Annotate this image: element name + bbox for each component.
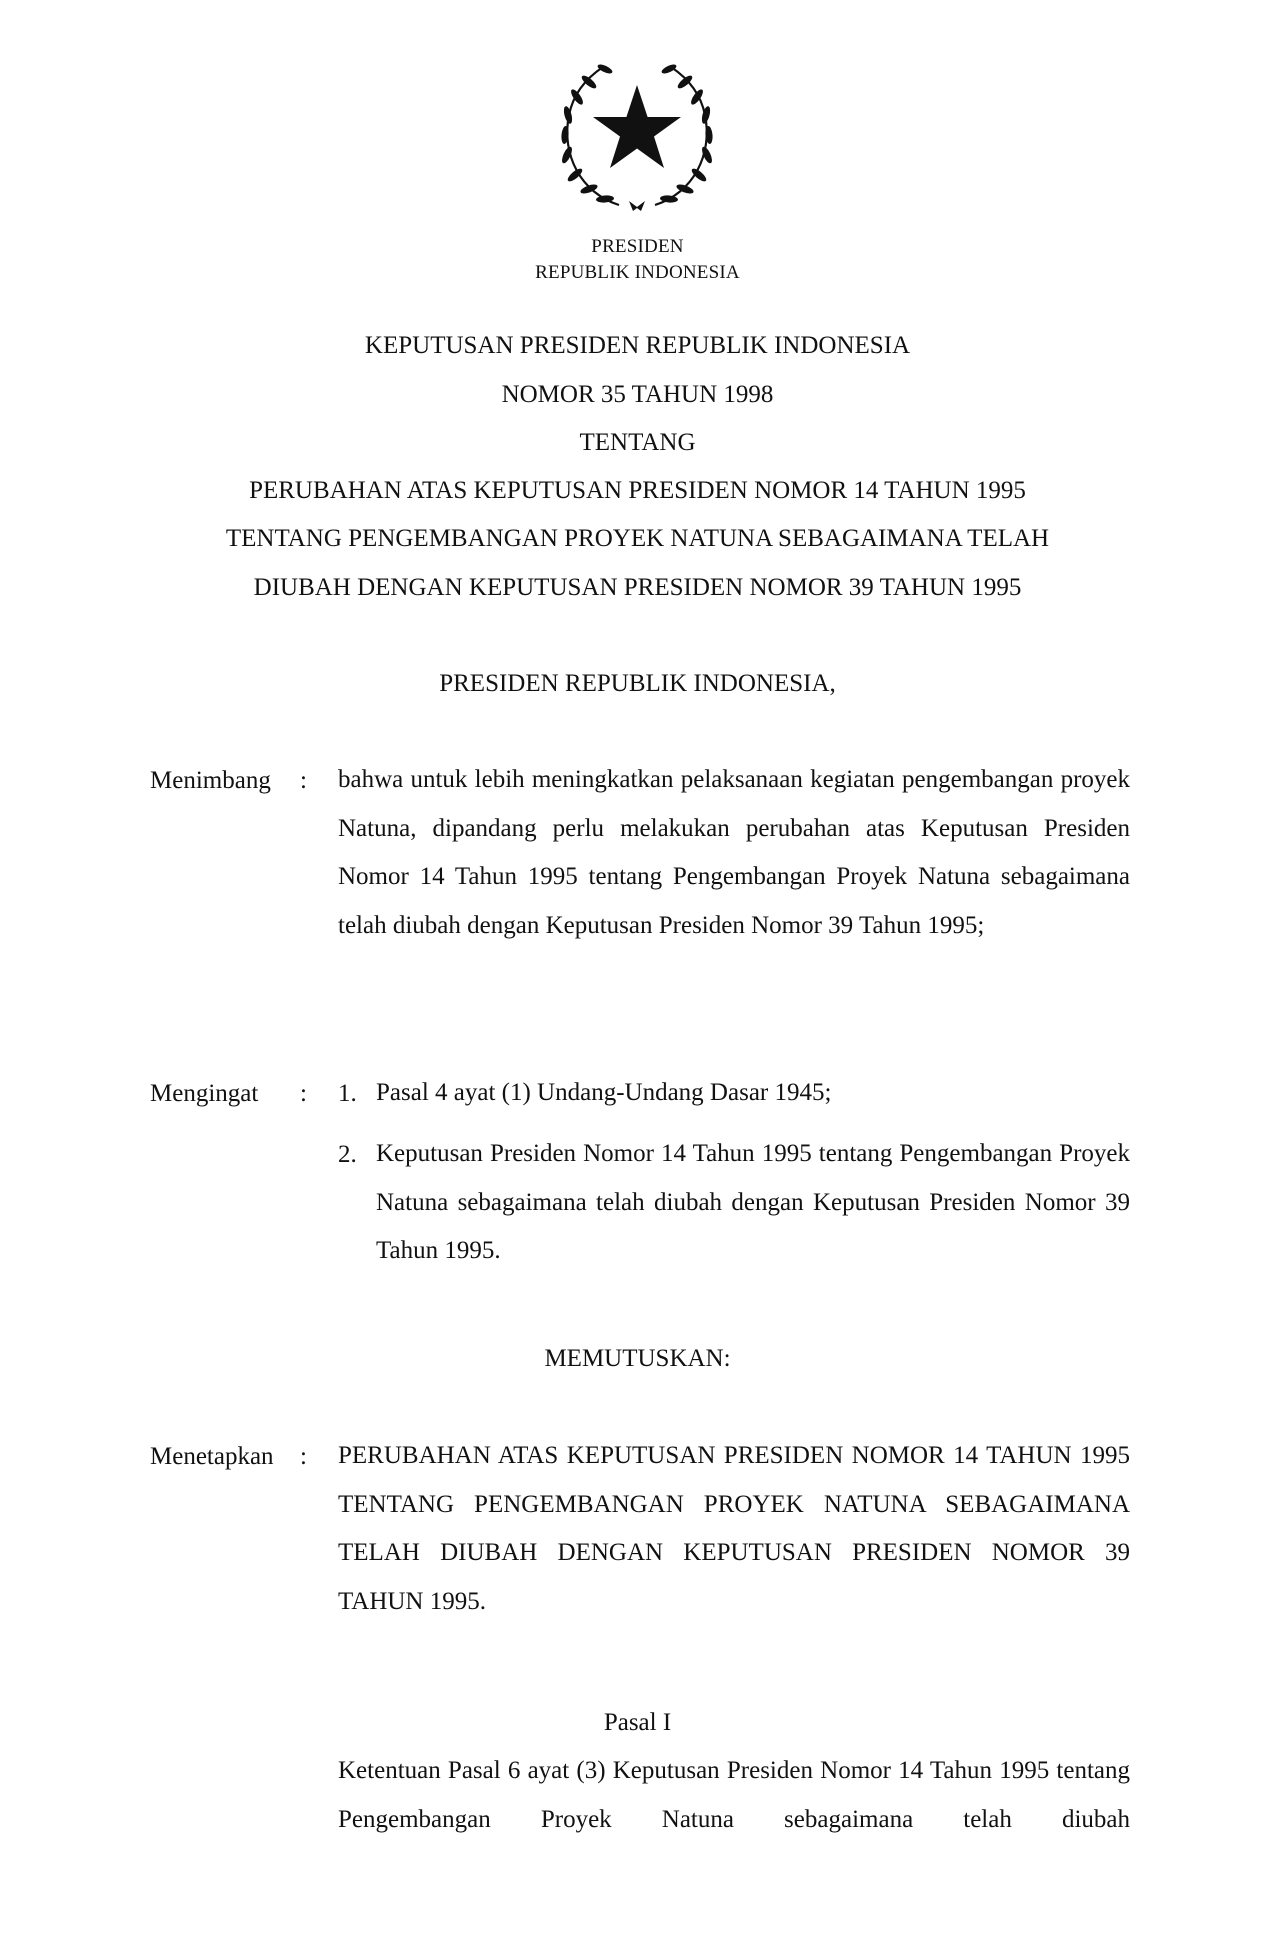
- title-line-6: DIUBAH DENGAN KEPUTUSAN PRESIDEN NOMOR 39 TAHUN 1995: [253, 574, 1022, 601]
- menetapkan-text: PERUBAHAN ATAS KEPUTUSAN PRESIDEN NOMOR 14 TAHUN 1995 TENTANG PENGEMBANGAN PROYEK NATUNA SEBAGAIMANA TELAH DIUBAH DENGAN KEPUTUSAN PRESIDEN NOMOR 39 TAHUN 1995.: [338, 1442, 1130, 1615]
- title-line-2: NOMOR 35 TAHUN 1998: [501, 381, 774, 408]
- mengingat-item-text: Pasal 4 ayat (1) Undang-Undang Dasar 1945;: [376, 1079, 832, 1106]
- pasal-text: Ketentuan Pasal 6 ayat (3) Keputusan Presiden Nomor 14 Tahun 1995 tentang Pengembangan Proyek Natuna sebagaimana telah diubah: [338, 1757, 1130, 1833]
- menetapkan-label: Menetapkan: [150, 1443, 274, 1470]
- mengingat-item-number: 1.: [338, 1080, 357, 1107]
- letterhead-line-1: PRESIDEN: [591, 236, 684, 257]
- garuda-star-emblem-icon: [553, 55, 721, 220]
- menimbang-label: Menimbang: [150, 767, 271, 794]
- menimbang-colon: :: [300, 767, 307, 794]
- pasal-heading: Pasal I: [603, 1709, 672, 1736]
- mengingat-item-text: Keputusan Presiden Nomor 14 Tahun 1995 tentang Pengembangan Proyek Natuna sebagaimana telah diubah dengan Keputusan Presiden Nomor 39 Tahun 1995.: [376, 1140, 1130, 1264]
- title-line-4: PERUBAHAN ATAS KEPUTUSAN PRESIDEN NOMOR 14 TAHUN 1995: [249, 477, 1026, 504]
- memutuskan-heading: MEMUTUSKAN:: [544, 1345, 731, 1372]
- title-line-3: TENTANG: [579, 429, 696, 456]
- mengingat-colon: :: [300, 1080, 307, 1107]
- mengingat-label: Mengingat: [150, 1080, 259, 1107]
- menimbang-text: bahwa untuk lebih meningkatkan pelaksanaan kegiatan pengembangan proyek Natuna, dipandang perlu melakukan perubahan atas Keputusan Presiden Nomor 14 Tahun 1995 tentang Pengembangan Proyek Natuna sebagaimana telah diubah dengan Keputusan Presiden Nomor 39 Tahun 1995;: [338, 766, 1130, 939]
- menetapkan-colon: :: [300, 1443, 307, 1470]
- title-line-1: KEPUTUSAN PRESIDEN REPUBLIK INDONESIA: [364, 332, 911, 359]
- letterhead-line-2: REPUBLIK INDONESIA: [535, 262, 740, 283]
- president-heading: PRESIDEN REPUBLIK INDONESIA,: [439, 670, 836, 697]
- mengingat-item-number: 2.: [338, 1141, 357, 1168]
- title-line-5: TENTANG PENGEMBANGAN PROYEK NATUNA SEBAGAIMANA TELAH: [225, 525, 1050, 552]
